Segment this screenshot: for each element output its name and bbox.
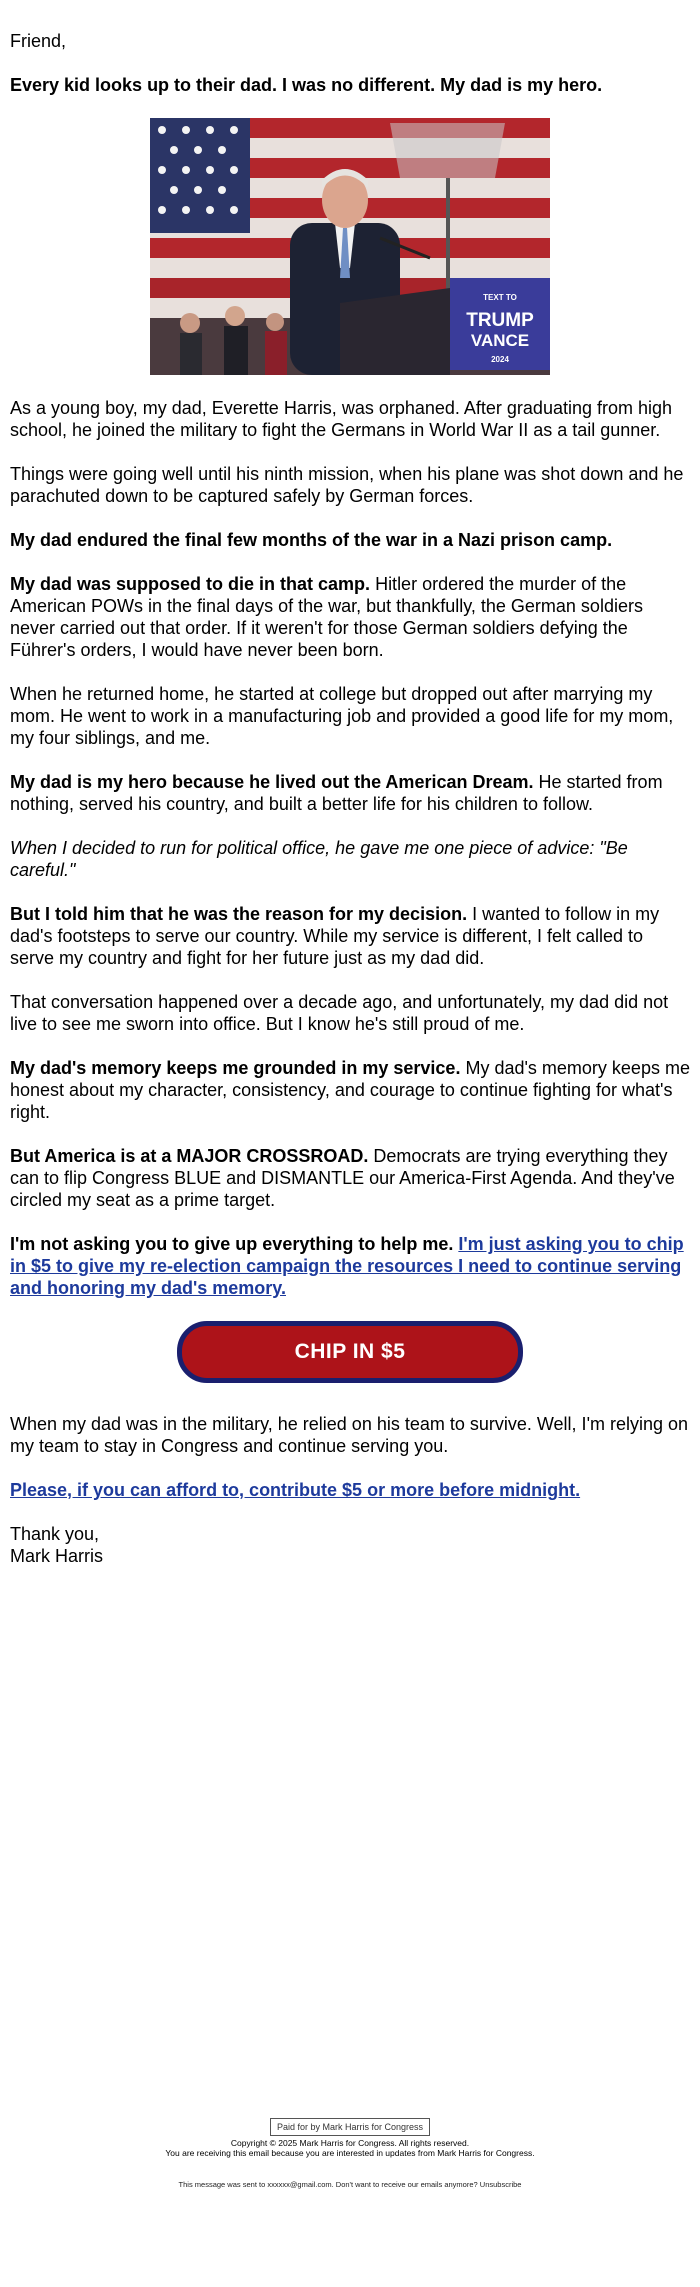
signoff-thanks: Thank you, xyxy=(10,1524,100,1544)
paragraph-american-dream-rest: He started from nothing, served his country, and built a better life for his children to follow. xyxy=(10,772,663,814)
teleprompter-pole xyxy=(446,178,450,298)
copyright-text: Copyright © 2025 Mark Harris for Congress. All rights reserved. xyxy=(230,2138,470,2148)
campaign-sign xyxy=(450,278,550,370)
teleprompter-glass xyxy=(390,123,505,178)
greeting: Friend, xyxy=(10,31,67,51)
paragraph-crossroad-rest: Democrats are trying everything they can to flip Congress BLUE and DISMANTLE our America-First Agenda. And they've circled my seat as a prime target. xyxy=(10,1146,675,1210)
paragraph-reason-rest: I wanted to follow in my dad's footsteps to serve our country. While my service is different, I felt called to serve my country and fight for her future just as my dad did. xyxy=(10,904,660,968)
paragraph-returned-home: When he returned home, he started at college but dropped out after marrying my mom. He went to work in a manufacturing job and provided a good life for my mom, my four siblings, and me. xyxy=(10,684,674,748)
hero-photo xyxy=(150,118,550,375)
flag-canton xyxy=(150,118,250,233)
chip-in-button[interactable]: CHIP IN $5 xyxy=(177,1321,523,1383)
email-body xyxy=(10,30,690,1589)
paragraph-midnight xyxy=(10,1479,690,1501)
paragraph-decade-ago: That conversation happened over a decade ago, and unfortunately, my dad did not live to see me sworn into office. But I know he's still proud of me. xyxy=(10,992,669,1034)
paragraph-reason xyxy=(10,903,690,969)
paid-for-box: Paid for by Mark Harris for Congress xyxy=(270,2118,430,2136)
paragraph-supposed-to-die xyxy=(10,573,690,661)
sign-line3-text: 2024 xyxy=(491,355,509,364)
podium xyxy=(340,288,450,375)
paragraph-ask xyxy=(10,1233,690,1299)
paragraph-prison-camp: My dad endured the final few months of the war in a Nazi prison camp. xyxy=(10,530,613,550)
paragraph-orphaned: As a young boy, my dad, Everette Harris, was orphaned. After graduating from high school, he joined the military to fight the Germans in World War II as a tail gunner. xyxy=(10,398,673,440)
signoff-name: Mark Harris xyxy=(10,1546,103,1566)
paragraph-supposed-to-die-bold: My dad was supposed to die in that camp. xyxy=(10,574,371,594)
sign-top-text: TEXT TO xyxy=(483,293,517,302)
paragraph-advice: When I decided to run for political office, he gave me one piece of advice: "Be careful." xyxy=(10,838,628,880)
sign-line1-text: TRUMP xyxy=(466,310,534,331)
paragraph-grounded-bold: My dad's memory keeps me grounded in my service. xyxy=(10,1058,461,1078)
rally-photo-illustration xyxy=(150,118,550,375)
contribute-link[interactable]: Please, if you can afford to, contribute $5 or more before midnight. xyxy=(10,1480,581,1500)
chip-in-text-link[interactable]: I'm just asking you to chip in $5 to give my re-election campaign the resources I need to continue serving and honoring my dad's memory. xyxy=(10,1234,684,1298)
sign-line2-text: VANCE xyxy=(470,331,530,350)
paragraph-crossroad xyxy=(10,1145,690,1211)
paragraph-american-dream xyxy=(10,771,690,815)
paragraph-grounded xyxy=(10,1057,690,1123)
paragraph-team: When my dad was in the military, he relied on his team to survive. Well, I'm relying on my team to stay in Congress and continue serving you. xyxy=(10,1414,689,1456)
paragraph-supposed-to-die-rest: Hitler ordered the murder of the American POWs in the final days of the war, but thankfully, the German soldiers never carried out that order. If it weren't for those German soldiers defying the Führer's orders, I would have never been born. xyxy=(10,574,643,660)
signoff xyxy=(10,1523,690,1567)
receiving-text: You are receiving this email because you are interested in updates from Mark Harris for Congress. xyxy=(165,2148,535,2158)
intro-heading: Every kid looks up to their dad. I was no different. My dad is my hero. xyxy=(10,75,603,95)
paragraph-grounded-rest: My dad's memory keeps me honest about my character, consistency, and courage to continue fighting for what's right. xyxy=(10,1058,690,1122)
paragraph-crossroad-bold: But America is at a MAJOR CROSSROAD. xyxy=(10,1146,369,1166)
unsubscribe-line[interactable]: This message was sent to xxxxxx@gmail.com. Don't want to receive our emails anymore? Unsubscribe xyxy=(178,2180,522,2189)
hero-photo-container xyxy=(10,118,690,375)
cta-container xyxy=(10,1321,690,1383)
paragraph-ninth-mission: Things were going well until his ninth mission, when his plane was shot down and he parachuted down to be captured safely by German forces. xyxy=(10,464,684,506)
paragraph-american-dream-bold: My dad is my hero because he lived out the American Dream. xyxy=(10,772,534,792)
email-footer xyxy=(0,2118,700,2190)
paragraph-reason-bold: But I told him that he was the reason for my decision. xyxy=(10,904,468,924)
paragraph-ask-bold: I'm not asking you to give up everything to help me. xyxy=(10,1234,454,1254)
